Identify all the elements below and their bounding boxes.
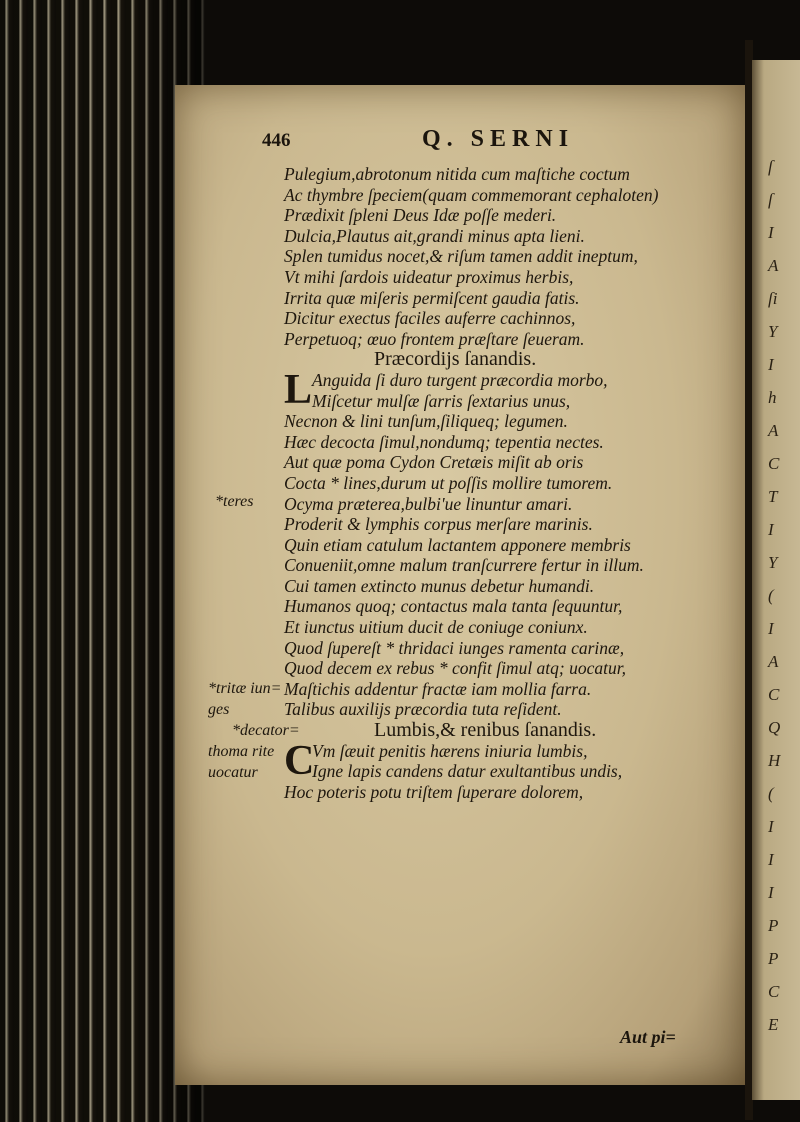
text-line: Vm ſæuit penitis hærens iniuria lumbis, — [312, 740, 588, 761]
drop-cap: L — [284, 366, 313, 413]
text-line: Miſcetur mulſæ ſarris ſextarius unus, — [312, 390, 571, 411]
adjacent-page-fragment: P — [768, 949, 779, 968]
text-line: Vt mihi ſardois uideatur proximus herbis, — [284, 266, 574, 287]
text-line: Et iunctus uitium ducit de coniuge coniunx. — [284, 617, 588, 638]
text-line: Ac thymbre ſpeciem(quam commemorant cephaloten) — [284, 184, 659, 205]
text-line: Splen tumidus nocet,& riſum tamen addit ineptum, — [284, 246, 638, 267]
page-text — [284, 164, 744, 802]
adjacent-page-fragment: I — [768, 355, 774, 374]
marginal-note: *decator= — [232, 722, 300, 739]
text-line: Dulcia,Plautus ait,grandi minus apta lieni. — [284, 225, 585, 246]
text-line: Perpetuoq; œuo frontem præſtare ſeueram. — [284, 328, 585, 349]
text-line: Necnon & lini tunſum,ſiliqueq; legumen. — [284, 411, 568, 432]
adjacent-page-fragment: T — [768, 487, 778, 506]
adjacent-page-fragment: C — [768, 982, 780, 1001]
adjacent-page-fragment: A — [768, 421, 779, 440]
text-line: Talibus auxilijs præcordia tuta reſident. — [284, 699, 562, 720]
adjacent-page-fragment: I — [768, 520, 774, 539]
text-line: Quod ſupereſt * thridaci iunges ramenta carinæ, — [284, 637, 625, 658]
adjacent-page-fragment: ( — [768, 784, 774, 803]
adjacent-page-fragment: P — [768, 916, 779, 935]
text-line: Proderit & lymphis corpus merſare marinis. — [284, 514, 593, 535]
text-line: Irrita quæ miſeris permiſcent gaudia fatis. — [284, 287, 580, 308]
drop-cap: C — [284, 737, 315, 784]
text-line: Conueniit,omne malum tranſcurrere fertur in illum. — [284, 555, 644, 576]
adjacent-page-fragment: C — [768, 685, 780, 704]
adjacent-page-fragment: ſ — [768, 190, 773, 209]
text-line: Hæc decocta ſimul,nondumq; tepentia nectes. — [284, 431, 604, 452]
adjacent-page-fragment: H — [768, 751, 781, 770]
adjacent-page-fragment: Q — [768, 718, 781, 737]
text-line: Prædixit ſpleni Deus Idæ poſſe mederi. — [284, 205, 557, 226]
drop-cap-block — [284, 366, 744, 413]
marginal-note: *tritæ iun= — [208, 680, 282, 697]
adjacent-page-fragment: I — [768, 619, 774, 638]
marginal-note: thoma rite — [208, 743, 275, 760]
marginal-note: uocatur — [208, 764, 258, 781]
running-head: Q. SERNI — [422, 126, 575, 152]
adjacent-page-fragment: A — [768, 652, 779, 671]
text-line: Aut quæ poma Cydon Cretæis miſit ab oris — [284, 452, 584, 473]
adjacent-page-fragment: I — [768, 223, 774, 242]
text-line: Pulegium,abrotonum nitida cum maſtiche coctum — [284, 164, 630, 184]
adjacent-page-fragment: ( — [768, 586, 774, 605]
text-line: Igne lapis candens datur exultantibus undis, — [312, 761, 623, 782]
text-line: Maſtichis addentur fractæ iam mollia farra. — [284, 678, 592, 699]
drop-cap-block — [284, 737, 744, 784]
marginal-note: *teres — [215, 493, 254, 510]
text-line: Hoc poteris potu triſtem ſuperare dolorem, — [284, 781, 584, 802]
text-line: Humanos quoq; contactus mala tanta ſequuntur, — [284, 596, 623, 617]
page-header — [262, 126, 682, 160]
adjacent-page-fragment: ſ — [768, 157, 773, 176]
adjacent-page-fragment: A — [768, 256, 779, 275]
page-number: 446 — [262, 130, 291, 151]
adjacent-page-fragment: h — [768, 388, 777, 407]
adjacent-page-fragment: I — [768, 817, 774, 836]
section-heading: Lumbis,& renibus ſanandis. — [374, 719, 597, 742]
text-line: Dicitur exectus faciles auferre cachinnos, — [284, 308, 576, 329]
adjacent-page-fragment: E — [768, 1015, 779, 1034]
text-line: Cocta * lines,durum ut poſſis mollire tumorem. — [284, 472, 613, 493]
text-line: Anguida ſi duro turgent præcordia morbo, — [312, 369, 608, 390]
adjacent-page-fragment: Y — [768, 322, 778, 341]
text-line: Quod decem ex rebus * confit ſimul atq; uocatur, — [284, 658, 626, 679]
marginal-note: ges — [208, 701, 230, 718]
adjacent-page-fragment: I — [768, 850, 774, 869]
adjacent-page-fragment: Y — [768, 553, 778, 572]
text-line: Quin etiam catulum lactantem apponere membris — [284, 534, 631, 555]
catchword: Aut pi= — [620, 1027, 676, 1047]
section-heading: Præcordijs ſanandis. — [374, 348, 537, 371]
adjacent-page-fragment: I — [768, 883, 774, 902]
adjacent-page-text — [768, 150, 798, 1041]
adjacent-page-fragment: C — [768, 454, 780, 473]
text-line: Ocyma præterea,bulbi'ue linuntur amari. — [284, 493, 573, 514]
text-line: Cui tamen extincto munus debetur humandi. — [284, 575, 595, 596]
adjacent-page-fragment: ſi — [768, 289, 778, 308]
